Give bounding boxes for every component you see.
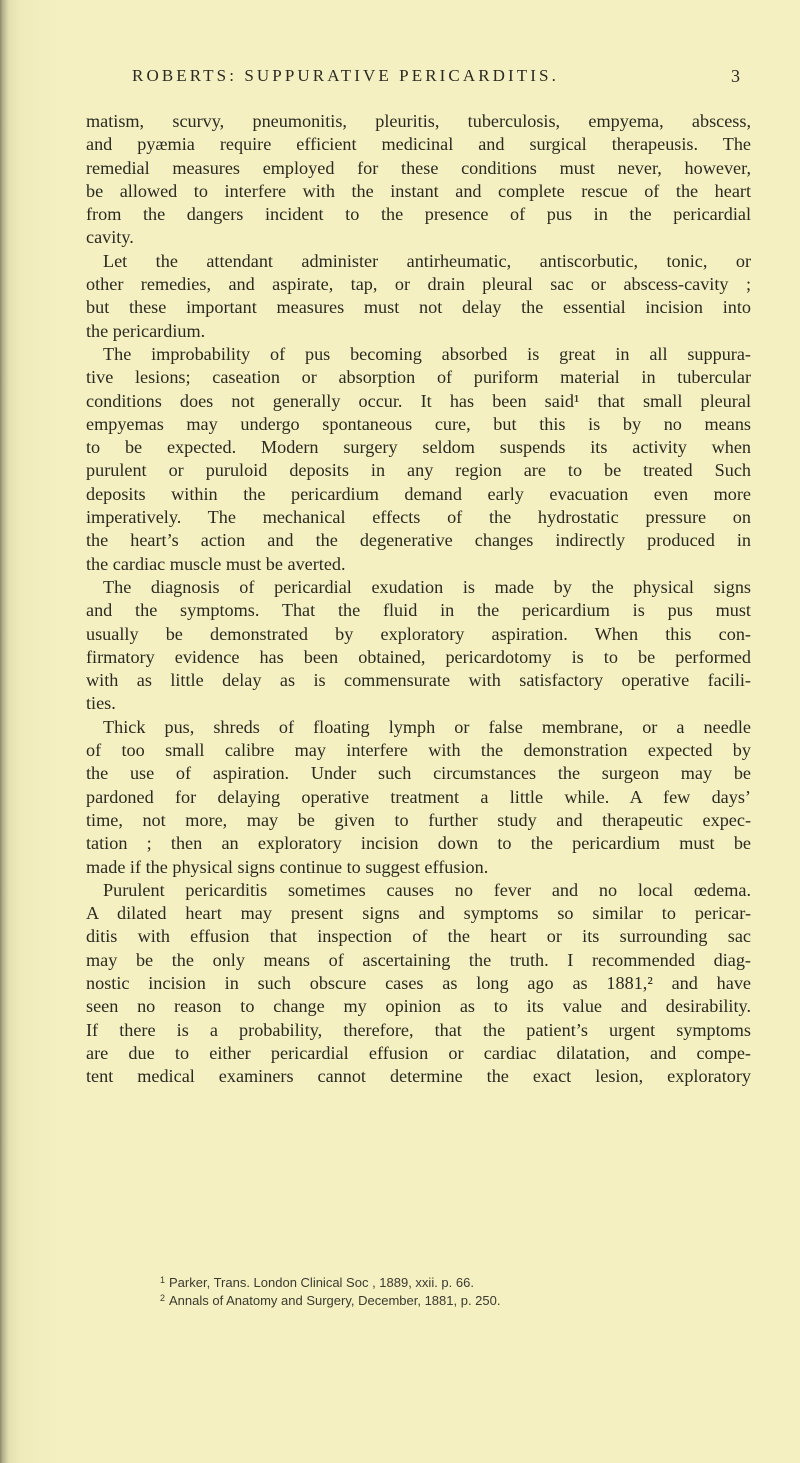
text-line: empyemas may undergo spontaneous cure, but this is by no means xyxy=(86,413,751,434)
text-line: be allowed to interfere with the instant and complete rescue of the heart xyxy=(86,180,751,201)
text-line: of too small calibre may interfere with the demonstration expected by xyxy=(86,740,751,761)
text-line: from the dangers incident to the presence of pus in the pericardial xyxy=(86,204,751,225)
text-line: The improbability of pus becoming absorbed is great in all suppura- xyxy=(103,343,751,364)
text-line: matism, scurvy, pneumonitis, pleuritis, tuberculosis, empyema, abscess, xyxy=(86,111,751,131)
footnote-marker: 1 xyxy=(160,1275,166,1285)
footnote xyxy=(160,1292,720,1310)
text-line: tive lesions; caseation or absorption of puriform material in tubercular xyxy=(86,367,751,388)
text-line: may be the only means of ascertaining the truth. I recommended diag- xyxy=(86,949,751,970)
text-line: imperatively. The mechanical effects of the hydrostatic pressure on xyxy=(86,507,751,528)
text-line: A dilated heart may present signs and symptoms so similar to pericar- xyxy=(86,903,751,924)
footnote-marker: 2 xyxy=(160,1293,166,1303)
text-line: Thick pus, shreds of floating lymph or false membrane, or a needle xyxy=(103,716,751,737)
text-line: ditis with effusion that inspection of the heart or its surrounding sac xyxy=(86,926,751,947)
body-text xyxy=(86,110,751,1088)
text-line: with as little delay as is commensurate with satisfactory operative facili- xyxy=(86,670,751,691)
text-line: Purulent pericarditis sometimes causes no fever and no local œdema. xyxy=(103,879,751,900)
text-line: but these important measures must not delay the essential incision into xyxy=(86,297,751,318)
running-header xyxy=(132,66,740,94)
text-line: deposits within the pericardium demand early evacuation even more xyxy=(86,483,751,504)
text-line: conditions does not generally occur. It has been said¹ that small pleural xyxy=(86,390,751,411)
text-line: nostic incision in such obscure cases as long ago as 1881,² and have xyxy=(86,972,751,993)
text-line: tent medical examiners cannot determine the exact lesion, exploratory xyxy=(86,1066,751,1087)
text-line: If there is a probability, therefore, that the patient’s urgent symptoms xyxy=(86,1019,751,1040)
footnotes xyxy=(160,1274,720,1310)
text-line: remedial measures employed for these conditions must never, however, xyxy=(86,157,751,178)
footnote-text: Parker, Trans. London Clinical Soc , 1889, xxii. p. 66. xyxy=(169,1275,474,1290)
text-line: The diagnosis of pericardial exudation is made by the physical signs xyxy=(103,576,751,597)
footnote-text: Annals of Anatomy and Surgery, December, 1881, p. 250. xyxy=(169,1293,501,1308)
text-line: time, not more, may be given to further study and therapeutic expec- xyxy=(86,809,751,830)
text-line: to be expected. Modern surgery seldom suspends its activity when xyxy=(86,437,751,458)
text-line: are due to either pericardial effusion or cardiac dilatation, and compe- xyxy=(86,1042,751,1063)
text-line: ties. xyxy=(86,693,116,714)
text-line: usually be demonstrated by exploratory aspiration. When this con- xyxy=(86,623,751,644)
text-line: pardoned for delaying operative treatment a little while. A few days’ xyxy=(86,786,751,807)
text-line: tation ; then an exploratory incision down to the pericardium must be xyxy=(86,833,751,854)
text-line: firmatory evidence has been obtained, pericardotomy is to be performed xyxy=(86,646,751,667)
text-line: the cardiac muscle must be averted. xyxy=(86,553,346,574)
text-line: Let the attendant administer antirheumatic, antiscorbutic, tonic, or xyxy=(103,250,751,271)
text-line: purulent or puruloid deposits in any region are to be treated Such xyxy=(86,460,751,481)
running-title: ROBERTS: SUPPURATIVE PERICARDITIS. xyxy=(132,66,559,85)
text-line: other remedies, and aspirate, tap, or drain pleural sac or abscess-cavity ; xyxy=(86,274,751,295)
text-line: and pyæmia require efficient medicinal and surgical therapeusis. The xyxy=(86,134,751,155)
footnote xyxy=(160,1274,720,1292)
text-line: and the symptoms. That the fluid in the pericardium is pus must xyxy=(86,600,751,621)
text-line: the pericardium. xyxy=(86,320,206,341)
text-line: cavity. xyxy=(86,227,134,248)
text-line: seen no reason to change my opinion as to its value and desirability. xyxy=(86,996,751,1017)
text-line: the heart’s action and the degenerative changes indirectly produced in xyxy=(86,530,751,551)
page-number: 3 xyxy=(731,66,740,86)
text-line: made if the physical signs continue to suggest effusion. xyxy=(86,856,489,877)
text-line: the use of aspiration. Under such circumstances the surgeon may be xyxy=(86,763,751,784)
